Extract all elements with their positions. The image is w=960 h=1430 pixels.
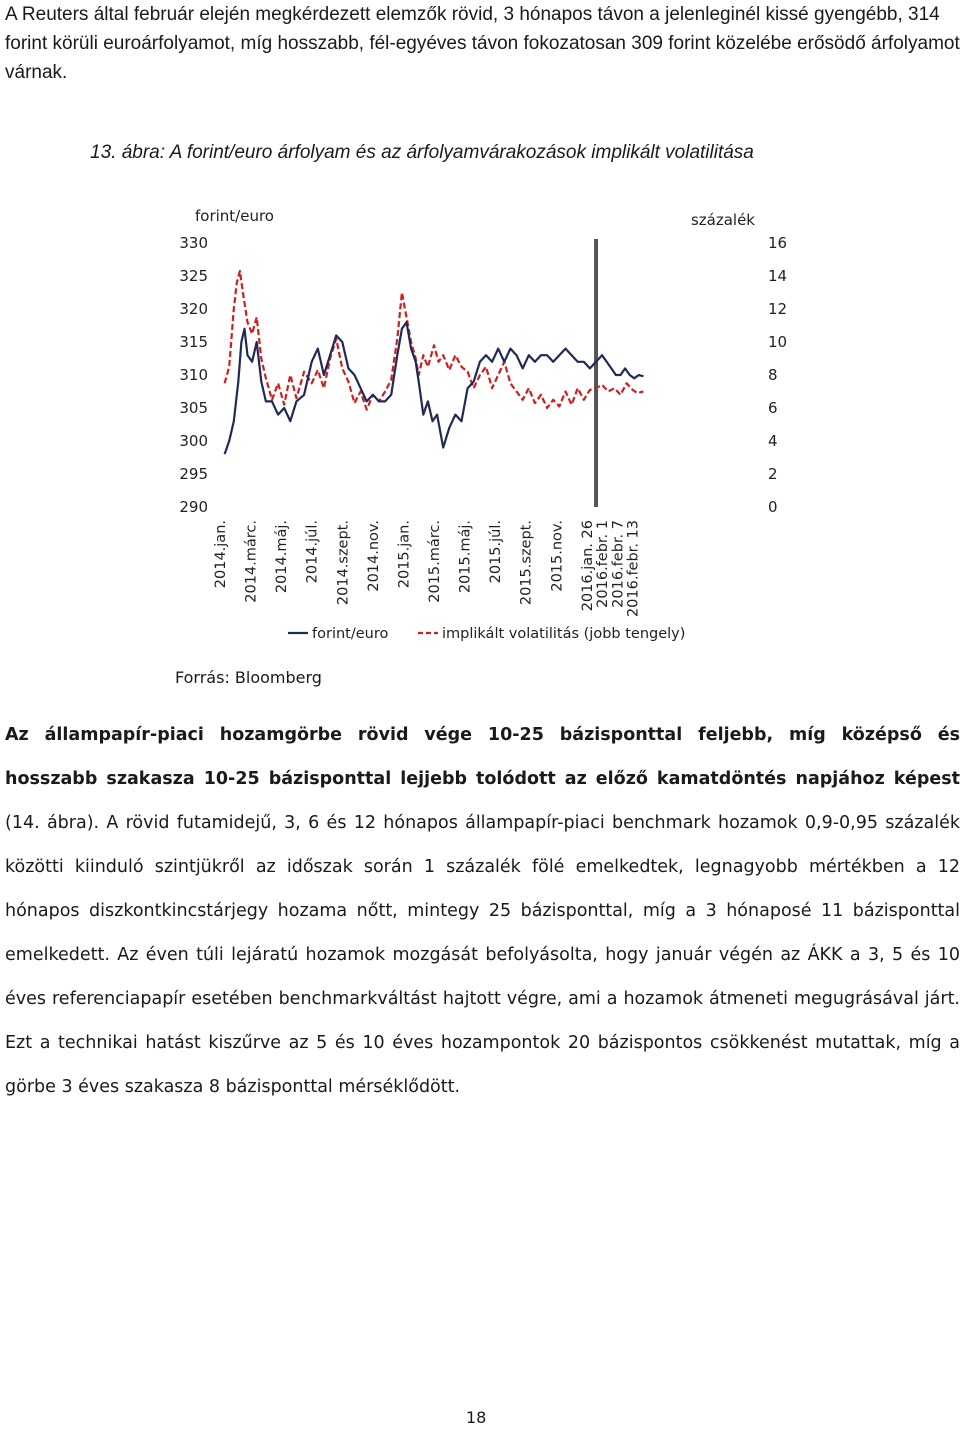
right-tick-label: 10 <box>768 333 788 351</box>
right-tick-label: 6 <box>768 399 778 417</box>
left-tick-label: 330 <box>179 234 208 252</box>
x-tick-label: 2016.febr. 1 <box>595 520 612 608</box>
x-tick-label: 2014.máj. <box>274 520 291 594</box>
marker-layer <box>594 239 598 507</box>
x-tick-label: 2015.szept. <box>518 520 535 606</box>
x-tick-label: 2016.febr. 13 <box>625 520 642 618</box>
x-axis-labels <box>213 520 642 617</box>
figure-source: Forrás: Bloomberg <box>175 668 322 687</box>
x-tick-label: 2014.márc. <box>243 520 260 603</box>
body-paragraph <box>5 713 960 1109</box>
left-tick-label: 300 <box>179 432 208 450</box>
legend <box>288 626 685 642</box>
x-tick-label: 2015.nov. <box>549 520 566 592</box>
series-layer <box>225 271 644 454</box>
right-tick-label: 12 <box>768 300 788 318</box>
right-tick-label: 0 <box>768 498 778 516</box>
fx-volatility-chart <box>170 195 800 655</box>
left-tick-label: 305 <box>179 399 208 417</box>
left-axis-ticks <box>179 234 208 516</box>
legend-label-forint-euro: forint/euro <box>312 626 389 642</box>
left-tick-label: 320 <box>179 300 208 318</box>
x-tick-label: 2014.nov. <box>365 520 382 592</box>
body-bold-lead: Az állampapír-piaci hozamgörbe rövid vége 10-25 bázisponttal feljebb, míg középső és hosszabb szakasza 10-25 bázisponttal lejjebb tolódott az előző kamatdöntés napjához képest <box>5 725 960 789</box>
x-tick-label: 2014.júl. <box>304 520 321 584</box>
series-implied-volatility <box>225 271 644 410</box>
left-tick-label: 310 <box>179 366 208 384</box>
x-tick-label: 2016.febr. 7 <box>610 520 627 608</box>
right-tick-label: 16 <box>768 234 788 252</box>
left-tick-label: 295 <box>179 465 208 483</box>
right-tick-label: 2 <box>768 465 778 483</box>
legend-label-volatility: implikált volatilitás (jobb tengely) <box>442 626 686 642</box>
right-tick-label: 8 <box>768 366 778 384</box>
right-tick-label: 4 <box>768 432 778 450</box>
right-tick-label: 14 <box>768 267 788 285</box>
intro-paragraph: A Reuters által február elején megkérdezett elemzők rövid, 3 hónapos távon a jelenleginél kissé gyengébb, 314 forint körüli euroárfolyamot, míg hosszabb, fél-egyéves távon fokozatosan 309 forint közelébe erősödő árfolyamot várnak. <box>5 4 960 83</box>
body-rest: (14. ábra). A rövid futamidejű, 3, 6 és 12 hónapos állampapír-piaci benchmark hozamok 0,9-0,95 százalék közötti kiinduló szintjükről az időszak során 1 százalék fölé emelkedtek, legnagyobb mértékben a 12 hónapos diszkontkincstárjegy hozama nőtt, mintegy 25 bázisponttal, míg a 3 hónaposé 11 bázisponttal emelkedett. Az éven túli lejáratú hozamok mozgását befolyásolta, hogy január végén az ÁKK a 3, 5 és 10 éves referenciapapír esetében benchmarkváltást hajtott végre, ami a hozamok átmeneti megugrásával járt. Ezt a technikai hatást kiszűrve az 5 és 10 éves hozampontok 20 bázispontos csökkenést mutattak, míg a görbe 3 éves szakasza 8 bázisponttal mérséklődött. <box>5 813 960 1097</box>
page-number: 18 <box>466 1408 487 1427</box>
x-tick-label: 2015.márc. <box>427 520 443 603</box>
x-tick-label: 2015.júl. <box>488 520 505 584</box>
figure-caption: 13. ábra: A forint/euro árfolyam és az árfolyamvárakozások implikált volatilitása <box>90 142 754 163</box>
vertical-marker <box>594 239 598 507</box>
left-axis-label: forint/euro <box>195 207 274 225</box>
left-tick-label: 315 <box>179 333 208 351</box>
right-axis-ticks <box>768 234 787 516</box>
left-tick-label: 290 <box>179 498 208 516</box>
x-tick-label: 2014.szept. <box>335 520 352 606</box>
x-tick-label: 2015.jan. <box>396 520 413 589</box>
left-tick-label: 325 <box>179 267 208 285</box>
right-axis-label: százalék <box>690 211 755 229</box>
x-tick-label: 2016.jan. 26 <box>579 520 596 612</box>
x-tick-label: 2014.jan. <box>213 520 229 589</box>
x-tick-label: 2015.máj. <box>457 520 474 594</box>
